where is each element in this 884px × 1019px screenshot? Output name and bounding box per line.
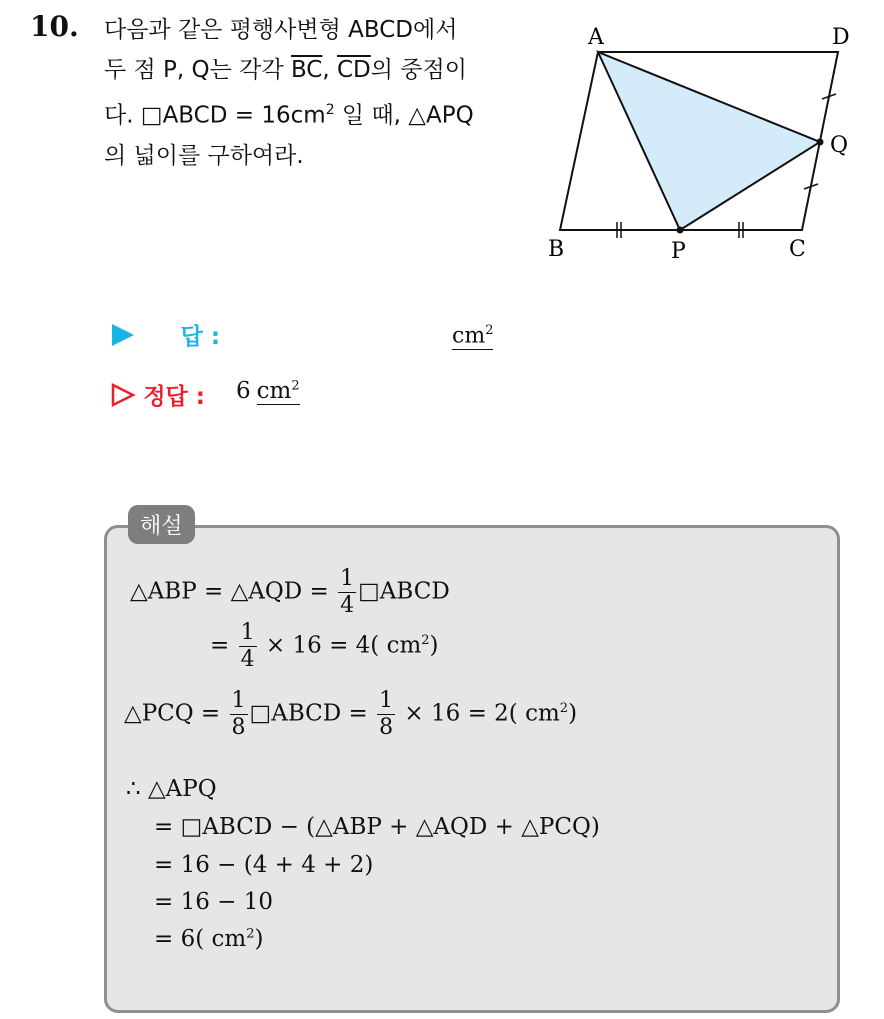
correct-value [236, 378, 300, 404]
segment-bc: $\overline{BC}$ [290, 57, 323, 83]
outline-triangle-icon [110, 382, 136, 408]
frac-den: 8 [379, 715, 394, 740]
sol-text: □ABCD [358, 578, 450, 605]
sol-text: = 6( cm [154, 926, 247, 952]
triangle-apq [598, 52, 820, 230]
answer-exp: 2 [485, 323, 494, 338]
sol-exp: 2 [246, 926, 255, 942]
question-number: 10. [30, 10, 79, 43]
frac-den: 4 [240, 647, 255, 672]
sol-exp: 2 [421, 632, 430, 648]
correct-answer-row [110, 378, 205, 411]
fraction [239, 620, 257, 673]
frac-den: 8 [231, 715, 246, 740]
answer-label: 답 : [180, 324, 221, 350]
label-q: Q [830, 133, 849, 158]
question-text [104, 10, 534, 176]
solution-line-4: ∴ △APQ [126, 776, 217, 802]
correct-number: 6 [236, 378, 251, 404]
sol-text: □ABCD = [249, 700, 376, 727]
point-p [677, 227, 684, 234]
fraction [377, 688, 395, 741]
answer-row [110, 318, 220, 351]
solution-line-1 [130, 566, 450, 619]
label-d: D [832, 25, 850, 50]
q-text-fragment: 일 때, △APQ [334, 102, 474, 129]
frac-num: 1 [340, 566, 355, 591]
question-line-1: 다음과 같은 평행사변형 ABCD에서 [104, 17, 458, 43]
sol-text: × 16 = 2( cm [397, 700, 560, 727]
frac-num: 1 [240, 620, 255, 645]
sol-text: ) [568, 700, 578, 727]
frac-num: 1 [379, 688, 394, 713]
sol-text: = [210, 632, 237, 659]
question-line-2 [104, 50, 534, 90]
solution-tag: 해설 [128, 505, 195, 544]
q-text-fragment: 두 점 P, Q는 각각 [104, 57, 291, 83]
parallelogram-figure [540, 14, 860, 264]
correct-unit: cm [256, 378, 292, 404]
answer-input[interactable] [452, 318, 493, 350]
label-a: A [588, 25, 604, 50]
question-line-3 [104, 90, 534, 136]
solution-line-5: = □ABCD − (△ABP + △AQD + △PCQ) [154, 814, 600, 840]
q-text-fragment: , [322, 57, 337, 83]
correct-label: 정답 : [143, 384, 205, 410]
segment-cd: $\overline{CD}$ [337, 57, 371, 83]
label-p: P [671, 239, 686, 264]
q-text-fragment: 다. □ABCD = 16 [104, 102, 291, 129]
q-unit: cm [290, 102, 326, 129]
frac-num: 1 [231, 688, 246, 713]
q-text-fragment: 의 중점이 [370, 57, 467, 83]
answer-unit: cm [452, 323, 486, 349]
solution-line-7: = 16 − 10 [154, 889, 274, 915]
fraction [230, 688, 248, 741]
fraction [338, 566, 356, 619]
solution-line-3 [124, 688, 577, 741]
sol-text: △ABP = △AQD = [130, 578, 337, 605]
q-exp: 2 [325, 102, 335, 118]
label-b: B [548, 237, 565, 262]
correct-unit-underlined [257, 378, 300, 405]
label-c: C [789, 237, 806, 262]
sol-text: ) [429, 632, 439, 659]
solution-line-8 [154, 926, 263, 952]
solution-line-2 [210, 620, 439, 673]
correct-exp: 2 [291, 378, 300, 394]
sol-text: △PCQ = [124, 700, 228, 727]
frac-den: 4 [340, 593, 355, 618]
solution-line-6: = 16 − (4 + 4 + 2) [154, 852, 374, 878]
sol-text: × 16 = 4( cm [258, 632, 422, 659]
sol-exp: 2 [559, 700, 569, 716]
play-triangle-icon [110, 322, 136, 348]
question-line-4: 의 넓이를 구하여라. [104, 142, 304, 169]
sol-text: ) [254, 926, 264, 952]
point-q [817, 139, 824, 146]
